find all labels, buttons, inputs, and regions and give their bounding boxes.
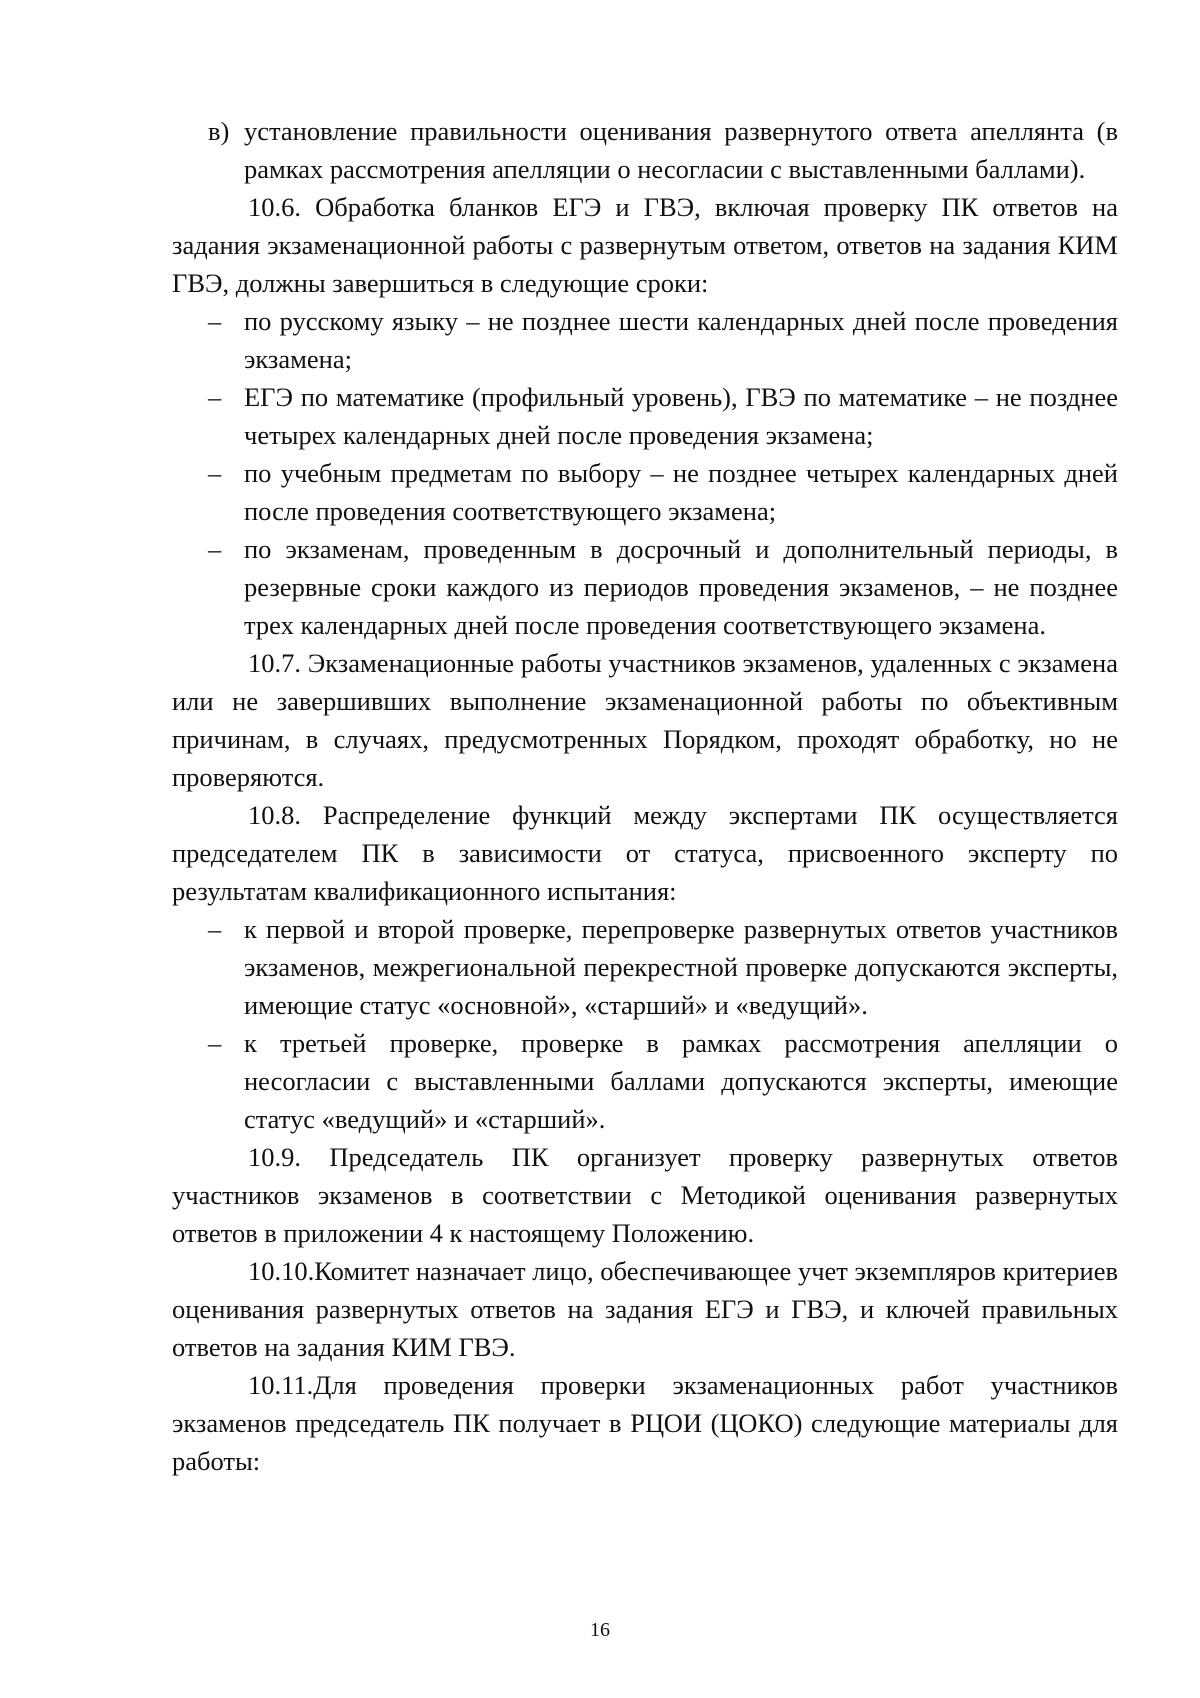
list-item xyxy=(172,378,1118,454)
paragraph: 10.9. Председатель ПК организует проверку развернутых ответов участников экзаменов в соответствии с Методикой оценивания развернутых ответов в приложении 4 к настоящему Положению. xyxy=(172,1142,1118,1248)
list-marker: – xyxy=(208,458,222,488)
list-marker: – xyxy=(208,914,222,944)
list-item xyxy=(172,112,1118,188)
list-item xyxy=(172,454,1118,530)
list-marker: – xyxy=(208,382,222,412)
list-item xyxy=(172,302,1118,378)
list-item xyxy=(172,1024,1118,1138)
list-item-text: по русскому языку – не позднее шести календарных дней после проведения экзамена; xyxy=(244,306,1118,374)
list-item-text: к первой и второй проверке, перепроверке развернутых ответов участников экзаменов, межрегиональной перекрестной проверке допускаются эксперты, имеющие статус «основной», «старший» и «ведущий». xyxy=(244,914,1118,1020)
paragraph: 10.7. Экзаменационные работы участников экзаменов, удаленных с экзамена или не завершивших выполнение экзаменационной работы по объективным причинам, в случаях, предусмотренных Порядком, проходят обработку, но не проверяются. xyxy=(172,648,1118,792)
list-item-text: по экзаменам, проведенным в досрочный и дополнительный периоды, в резервные сроки каждого из периодов проведения экзаменов, – не позднее трех календарных дней после проведения соответствующего экзамена. xyxy=(244,534,1118,640)
list-marker: – xyxy=(208,306,222,336)
list-marker: в) xyxy=(208,116,230,146)
list-marker: – xyxy=(208,1028,222,1058)
paragraph: 10.10.Комитет назначает лицо, обеспечивающее учет экземпляров критериев оценивания развернутых ответов на задания ЕГЭ и ГВЭ, и ключей правильных ответов на задания КИМ ГВЭ. xyxy=(172,1256,1118,1362)
page-number: 16 xyxy=(590,1619,610,1641)
document-body xyxy=(172,112,1118,1480)
list-item-text: к третьей проверке, проверке в рамках рассмотрения апелляции о несогласии с выставленными баллами допускаются эксперты, имеющие статус «ведущий» и «старший». xyxy=(244,1028,1118,1134)
list-item-text: установление правильности оценивания развернутого ответа апеллянта (в рамках рассмотрения апелляции о несогласии с выставленными баллами). xyxy=(244,116,1118,184)
list-item xyxy=(172,910,1118,1024)
list-item-text: ЕГЭ по математике (профильный уровень), ГВЭ по математике – не позднее четырех календарных дней после проведения экзамена; xyxy=(244,382,1118,450)
paragraph: 10.11.Для проведения проверки экзаменационных работ участников экзаменов председатель ПК получает в РЦОИ (ЦОКО) следующие материалы для работы: xyxy=(172,1370,1118,1476)
paragraph: 10.8. Распределение функций между экспертами ПК осуществляется председателем ПК в зависимости от статуса, присвоенного эксперту по результатам квалификационного испытания: xyxy=(172,800,1118,906)
list-item-text: по учебным предметам по выбору – не позднее четырех календарных дней после проведения соответствующего экзамена; xyxy=(244,458,1118,526)
paragraph: 10.6. Обработка бланков ЕГЭ и ГВЭ, включая проверку ПК ответов на задания экзаменационной работы с развернутым ответом, ответов на задания КИМ ГВЭ, должны завершиться в следующие сроки: xyxy=(172,192,1118,298)
list-item xyxy=(172,530,1118,644)
list-marker: – xyxy=(208,534,222,564)
